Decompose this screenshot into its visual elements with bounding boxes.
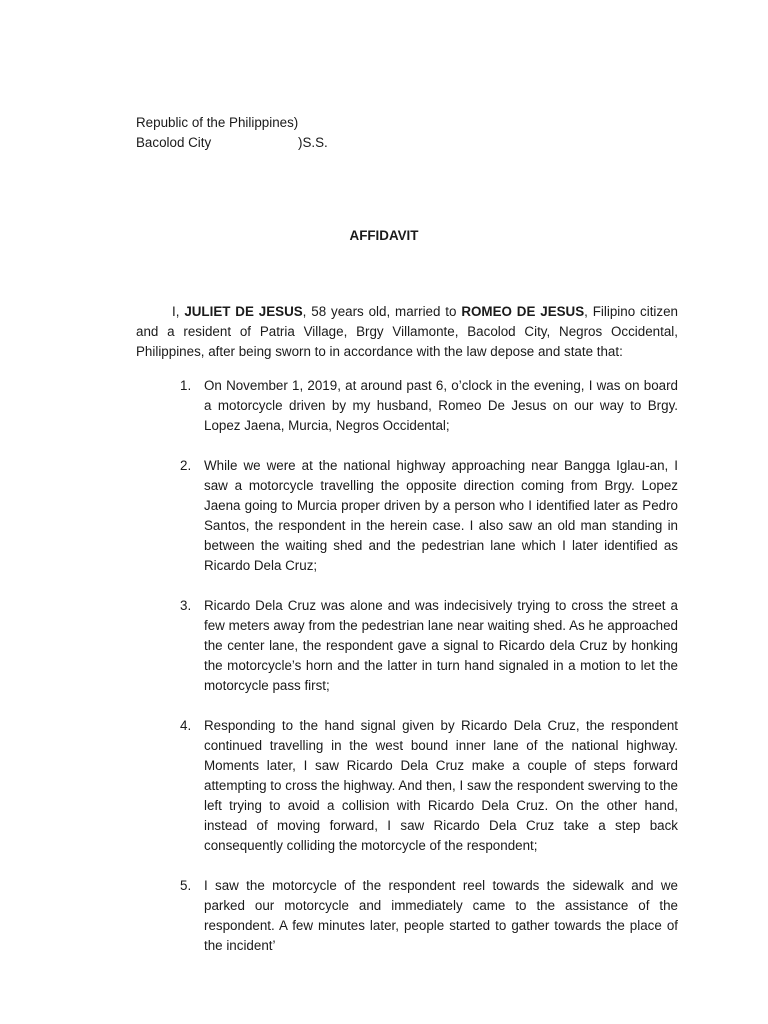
statement-text: Ricardo Dela Cruz was alone and was indecisively trying to cross the street a few meters away from the pedestrian lane near waiting shed. As he approached the center lane, the respondent gave a signal to Ricardo dela Cruz by honking the motorcycle’s horn and the latter in turn hand signaled in a motion to let the motorcycle pass first; — [204, 598, 678, 693]
statement-item — [180, 376, 678, 436]
venue-city-line — [136, 133, 328, 153]
venue-ss: )S.S. — [298, 135, 328, 150]
venue-city: Bacolod City — [136, 135, 212, 150]
intro-part2: , 58 years old, married to — [302, 304, 462, 319]
venue-country: Republic of the Philippines) — [136, 115, 299, 130]
spouse-name: ROMEO DE JESUS — [461, 304, 585, 319]
statement-text: While we were at the national highway approaching near Bangga Iglau-an, I saw a motorcycle travelling the opposite direction coming from Brgy. Lopez Jaena going to Murcia proper driven by a person who I identified later as Pedro Santos, the respondent in the herein case. I also saw an old man standing in between the waiting shed and the pedestrian lane which I later identified as Ricardo Dela Cruz; — [204, 458, 678, 573]
intro-paragraph — [136, 302, 678, 362]
statement-text: On November 1, 2019, at around past 6, o’clock in the evening, I was on board a motorcycle driven by my husband, Romeo De Jesus on our way to Brgy. Lopez Jaena, Murcia, Negros Occidental; — [204, 378, 678, 433]
statement-item — [180, 716, 678, 856]
document-title: AFFIDAVIT — [349, 228, 419, 243]
statement-list — [180, 376, 678, 976]
statement-text: I saw the motorcycle of the respondent reel towards the sidewalk and we parked our motorcycle and immediately came to the assistance of the respondent. A few minutes later, people started to gather towards the place of the incident’ — [204, 878, 678, 953]
intro-part3: , Filipino citizen and a resident of Patria Village, Brgy Villamonte, Bacolod City, Negros Occidental, Philippines, after being sworn to in accordance with the law depose and state that: — [136, 304, 678, 359]
statement-number: 3. — [180, 598, 192, 613]
affiant-name: JULIET DE JESUS — [184, 304, 303, 319]
statement-number: 1. — [180, 378, 192, 393]
statement-item — [180, 596, 678, 696]
statement-number: 5. — [180, 878, 192, 893]
intro-part1: I, — [172, 304, 185, 319]
statement-number: 4. — [180, 718, 192, 733]
venue-block — [136, 113, 328, 153]
statement-number: 2. — [180, 458, 192, 473]
statement-text: Responding to the hand signal given by Ricardo Dela Cruz, the respondent continued travelling in the west bound inner lane of the national highway. Moments later, I saw Ricardo Dela Cruz make a couple of steps forward attempting to cross the highway. And then, I saw the respondent swerving to the left trying to avoid a collision with Ricardo Dela Cruz. On the other hand, instead of moving forward, I saw Ricardo Dela Cruz take a step back consequently colliding the motorcycle of the respondent; — [204, 718, 678, 853]
statement-item — [180, 876, 678, 956]
statement-item — [180, 456, 678, 576]
